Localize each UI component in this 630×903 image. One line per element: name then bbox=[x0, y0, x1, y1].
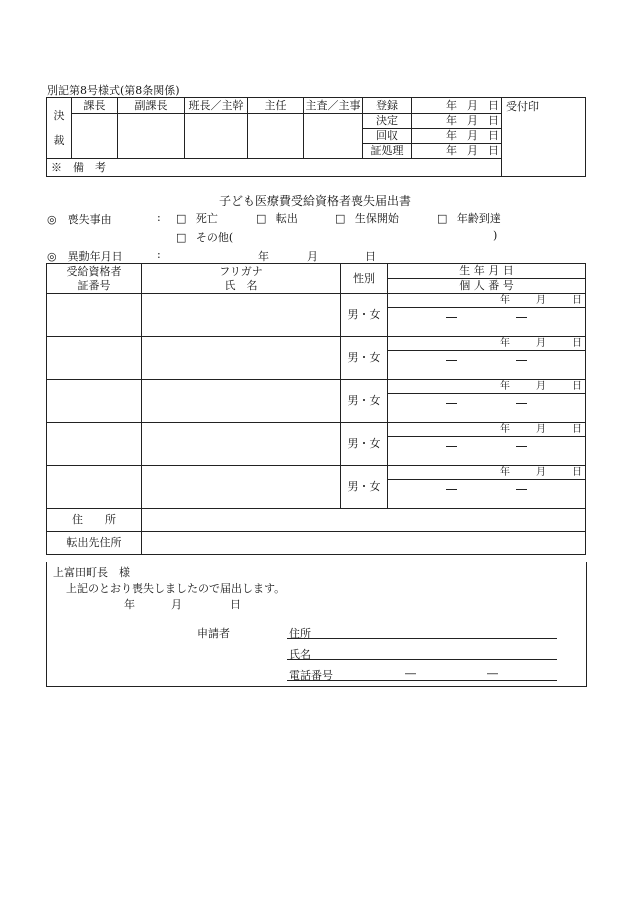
cert-number-input[interactable] bbox=[47, 337, 142, 380]
moveout-address-label: 転出先住所 bbox=[47, 532, 142, 555]
name-input[interactable] bbox=[142, 337, 341, 380]
stamp-cell bbox=[304, 114, 363, 159]
reason-welfare[interactable]: □ 生保開始 bbox=[335, 212, 399, 225]
personal-number-input[interactable] bbox=[388, 308, 586, 337]
role-head: 副課長 bbox=[118, 98, 185, 114]
gender-select[interactable]: 男・女 bbox=[341, 423, 388, 466]
other-close: ) bbox=[493, 229, 498, 242]
statement: 上記のとおり喪失しましたので届出します。 bbox=[66, 582, 286, 595]
reason-label: ◎ 喪失事由 bbox=[47, 213, 112, 226]
cert-number-input[interactable] bbox=[47, 380, 142, 423]
addressee: 上富田町長 様 bbox=[53, 566, 130, 579]
gender-select[interactable]: 男・女 bbox=[341, 294, 388, 337]
colon: : bbox=[157, 248, 161, 261]
checkbox-icon[interactable]: □ bbox=[176, 212, 187, 225]
record-label: 回収 bbox=[363, 129, 412, 144]
stamp-cell bbox=[72, 114, 118, 159]
applicant-phone-field[interactable] bbox=[287, 665, 557, 681]
cert-number-input[interactable] bbox=[47, 466, 142, 509]
stamp-cell bbox=[185, 114, 248, 159]
personal-number-input[interactable] bbox=[388, 394, 586, 423]
applicant-name-label: 氏名 bbox=[289, 648, 311, 661]
birthdate-input[interactable]: 年 月 日 bbox=[388, 294, 586, 308]
birthdate-input[interactable]: 年 月 日 bbox=[388, 380, 586, 394]
date-day: 日 bbox=[365, 250, 376, 263]
date-label: ◎ 異動年月日 bbox=[47, 250, 123, 263]
address-input[interactable] bbox=[142, 509, 586, 532]
decl-day: 日 bbox=[230, 598, 241, 611]
record-date: 年 月 日 bbox=[412, 98, 502, 114]
record-date: 年 月 日 bbox=[412, 144, 502, 159]
birthdate-input[interactable]: 年 月 日 bbox=[388, 337, 586, 351]
stamp-cell bbox=[248, 114, 304, 159]
applicant-address-field[interactable] bbox=[287, 623, 557, 639]
personal-number-input[interactable] bbox=[388, 437, 586, 466]
birthdate-input[interactable]: 年 月 日 bbox=[388, 423, 586, 437]
address-label: 住 所 bbox=[47, 509, 142, 532]
gender-select[interactable]: 男・女 bbox=[341, 380, 388, 423]
checkbox-icon[interactable]: □ bbox=[335, 212, 346, 225]
reason-death[interactable]: □ 死亡 bbox=[176, 212, 218, 225]
name-input[interactable] bbox=[142, 294, 341, 337]
personal-number-input[interactable] bbox=[388, 351, 586, 380]
gender-select[interactable]: 男・女 bbox=[341, 466, 388, 509]
name-input[interactable] bbox=[142, 466, 341, 509]
applicant-phone-label: 電話番号 bbox=[289, 669, 333, 682]
checkbox-icon[interactable]: □ bbox=[256, 212, 267, 225]
colon: : bbox=[157, 211, 161, 224]
recipient-table bbox=[46, 263, 586, 555]
record-date: 年 月 日 bbox=[412, 129, 502, 144]
record-label: 決定 bbox=[363, 114, 412, 129]
gender-select[interactable]: 男・女 bbox=[341, 337, 388, 380]
date-month: 月 bbox=[307, 250, 318, 263]
name-input[interactable] bbox=[142, 423, 341, 466]
remarks: ※ 備 考 bbox=[47, 159, 502, 177]
reason-age[interactable]: □ 年齢到達 bbox=[437, 212, 501, 225]
personal-number-input[interactable] bbox=[388, 480, 586, 509]
date-year: 年 bbox=[258, 250, 269, 263]
record-label: 登録 bbox=[363, 98, 412, 114]
declaration-box bbox=[46, 562, 587, 687]
role-head: 課長 bbox=[72, 98, 118, 114]
role-head: 班長／主幹 bbox=[185, 98, 248, 114]
form-id: 別記第8号様式(第8条関係) bbox=[47, 84, 180, 97]
decl-year: 年 bbox=[124, 598, 135, 611]
cert-number-input[interactable] bbox=[47, 294, 142, 337]
birthdate-input[interactable]: 年 月 日 bbox=[388, 466, 586, 480]
stamp-cell bbox=[118, 114, 185, 159]
role-head: 主査／主事 bbox=[305, 98, 361, 112]
stamp-box: 受付印 bbox=[502, 98, 586, 177]
applicant-label: 申請者 bbox=[197, 627, 230, 640]
name-header: フリガナ 氏 名 bbox=[142, 264, 341, 294]
checkbox-icon[interactable]: □ bbox=[176, 231, 187, 244]
moveout-address-input[interactable] bbox=[142, 532, 586, 555]
approval-table bbox=[46, 97, 586, 177]
reason-moveout[interactable]: □ 転出 bbox=[256, 212, 298, 225]
decision-label: 決 裁 bbox=[47, 98, 72, 159]
gender-header: 性別 bbox=[341, 264, 388, 294]
record-label: 証処理 bbox=[363, 144, 412, 159]
birthdate-header: 生 年 月 日 bbox=[388, 264, 586, 279]
personal-number-header: 個 人 番 号 bbox=[388, 279, 586, 294]
phone-dash: ― bbox=[405, 667, 416, 680]
role-head: 主任 bbox=[248, 98, 304, 114]
reason-other[interactable]: □ その他( bbox=[176, 231, 234, 244]
cert-number-input[interactable] bbox=[47, 423, 142, 466]
applicant-name-field[interactable] bbox=[287, 644, 557, 660]
cert-number-header: 受給資格者 証番号 bbox=[47, 264, 142, 294]
applicant-address-label: 住所 bbox=[289, 627, 311, 640]
name-input[interactable] bbox=[142, 380, 341, 423]
record-date: 年 月 日 bbox=[412, 114, 502, 129]
checkbox-icon[interactable]: □ bbox=[437, 212, 448, 225]
phone-dash: ― bbox=[487, 667, 498, 680]
form-title: 子ども医療費受給資格者喪失届出書 bbox=[218, 194, 411, 208]
decl-month: 月 bbox=[171, 598, 182, 611]
